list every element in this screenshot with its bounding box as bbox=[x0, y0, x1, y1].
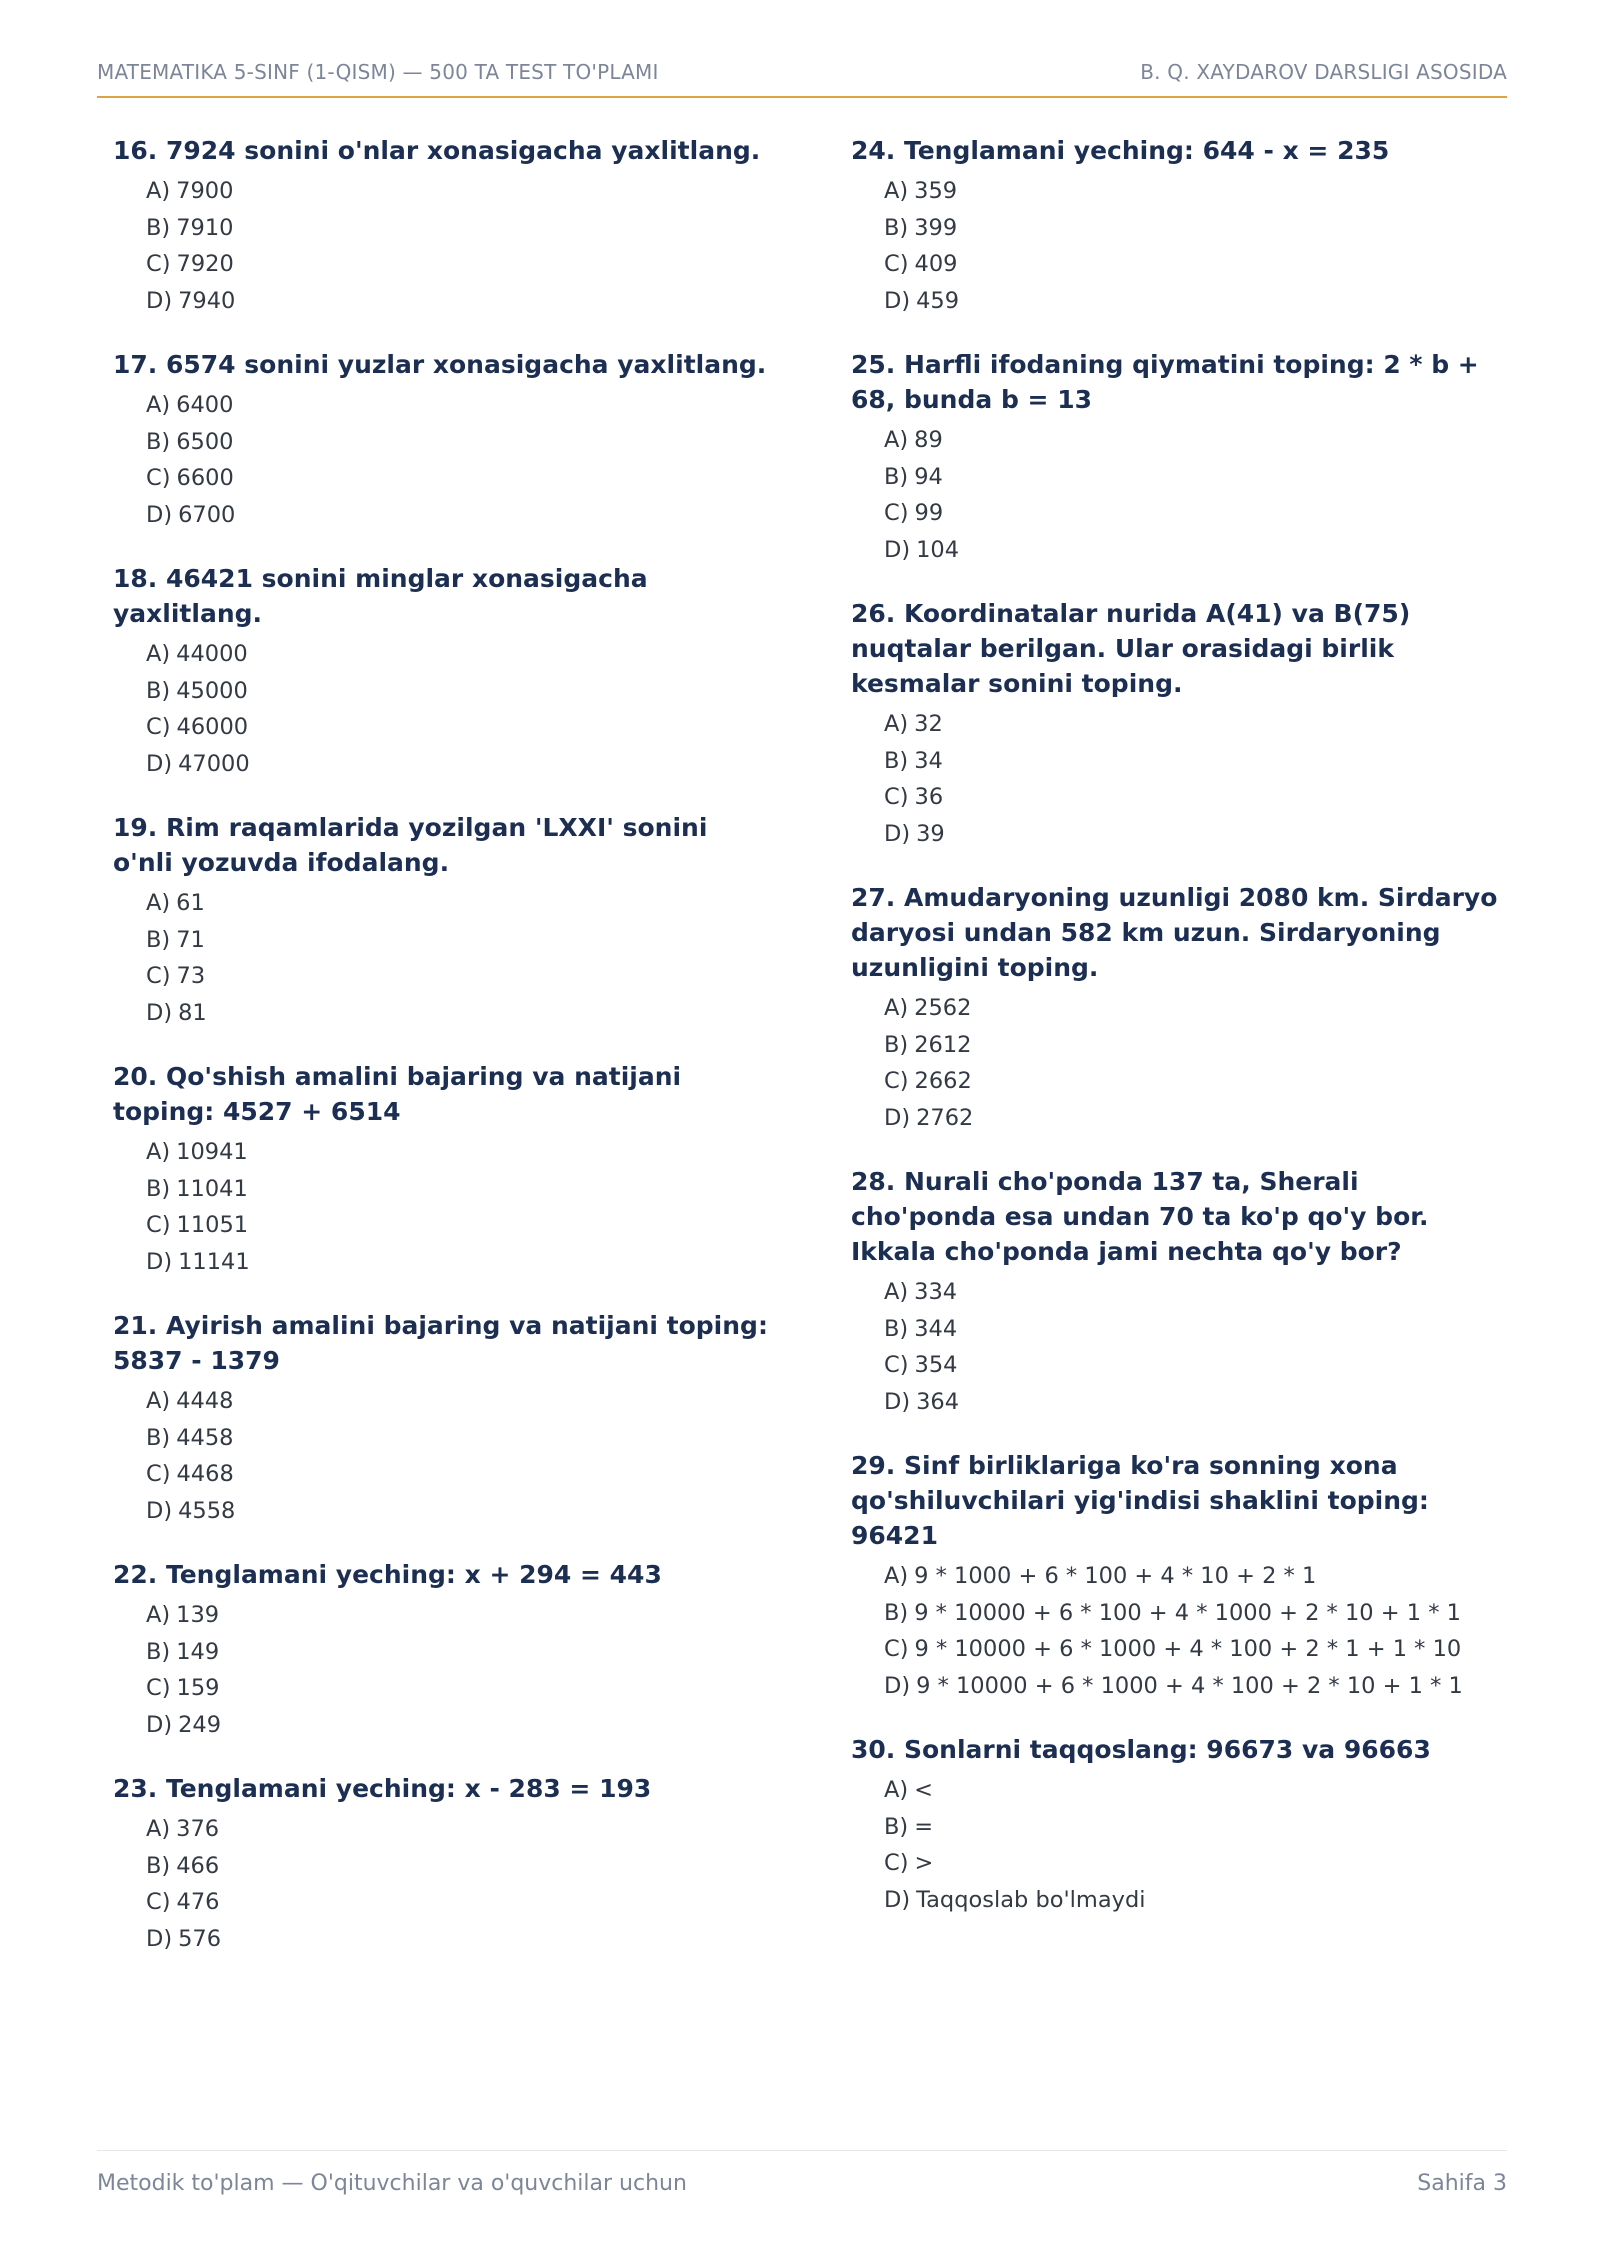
option-d[interactable] bbox=[884, 1668, 1506, 1705]
option-d[interactable] bbox=[884, 1882, 1506, 1919]
option-letter: B) bbox=[884, 1031, 909, 1058]
option-text: 364 bbox=[916, 1388, 960, 1415]
option-c[interactable] bbox=[146, 1207, 768, 1244]
option-letter: A) bbox=[884, 178, 909, 204]
option-text: 4458 bbox=[176, 1424, 234, 1451]
option-text: 139 bbox=[176, 1602, 220, 1628]
option-letter: B) bbox=[146, 1852, 171, 1879]
option-text: 71 bbox=[176, 926, 205, 953]
option-letter: B) bbox=[146, 1175, 171, 1202]
option-text: 4448 bbox=[176, 1388, 234, 1414]
answer-options bbox=[113, 1597, 768, 1743]
option-a[interactable] bbox=[146, 885, 768, 922]
option-letter: A) bbox=[884, 1563, 909, 1589]
option-letter: C) bbox=[884, 784, 909, 810]
option-d[interactable] bbox=[146, 1244, 768, 1281]
question-title: 22. Tenglamani yeching: x + 294 = 443 bbox=[113, 1560, 662, 1589]
option-letter: C) bbox=[146, 251, 171, 277]
option-text: 576 bbox=[178, 1925, 222, 1952]
option-text: 34 bbox=[914, 747, 943, 774]
question-title: 18. 46421 sonini minglar xonasigacha yaxlitlang. bbox=[113, 564, 648, 628]
option-a[interactable] bbox=[884, 422, 1506, 459]
option-c[interactable] bbox=[884, 246, 1506, 283]
option-text: 7920 bbox=[176, 251, 234, 277]
answer-options bbox=[113, 1811, 768, 1957]
option-letter: D) bbox=[146, 501, 173, 528]
option-letter: D) bbox=[146, 287, 173, 314]
question-title: 27. Amudaryoning uzunligi 2080 km. Sirdaryo daryosi undan 582 km uzun. Sirdaryoning uzunligini toping. bbox=[851, 883, 1498, 982]
option-d[interactable] bbox=[146, 746, 768, 783]
option-letter: D) bbox=[146, 999, 173, 1026]
option-letter: A) bbox=[146, 1602, 171, 1628]
option-text: 61 bbox=[176, 890, 205, 916]
option-letter: D) bbox=[884, 1886, 911, 1913]
question-title: 30. Sonlarni taqqoslang: 96673 va 96663 bbox=[851, 1735, 1431, 1764]
question-title: 29. Sinf birliklariga ko'ra sonning xona qo'shiluvchilari yig'indisi shaklini toping: 96421 bbox=[851, 1451, 1429, 1550]
right-column bbox=[851, 133, 1506, 1946]
option-b[interactable] bbox=[146, 922, 768, 959]
option-a[interactable] bbox=[146, 1134, 768, 1171]
option-a[interactable] bbox=[146, 1811, 768, 1848]
option-c[interactable] bbox=[884, 1845, 1506, 1882]
option-text: 89 bbox=[914, 427, 943, 453]
option-c[interactable] bbox=[146, 709, 768, 746]
option-letter: D) bbox=[146, 1925, 173, 1952]
option-b[interactable] bbox=[146, 1634, 768, 1671]
header-source: B. Q. XAYDAROV DARSLIGI ASOSIDA bbox=[1140, 60, 1507, 84]
option-letter: A) bbox=[884, 995, 909, 1021]
option-letter: C) bbox=[884, 251, 909, 277]
option-c[interactable] bbox=[884, 1347, 1506, 1384]
option-text: 344 bbox=[914, 1315, 958, 1342]
answer-options bbox=[113, 387, 768, 533]
option-letter: D) bbox=[884, 1672, 911, 1699]
question-title: 17. 6574 sonini yuzlar xonasigacha yaxlitlang. bbox=[113, 350, 767, 379]
option-letter: C) bbox=[884, 500, 909, 526]
option-text: 249 bbox=[178, 1711, 222, 1738]
option-letter: B) bbox=[146, 428, 171, 455]
option-b[interactable] bbox=[884, 1809, 1506, 1846]
option-text: 32 bbox=[914, 711, 943, 737]
option-letter: C) bbox=[146, 1675, 171, 1701]
question-title: 16. 7924 sonini o'nlar xonasigacha yaxlitlang. bbox=[113, 136, 761, 165]
option-a[interactable] bbox=[884, 1274, 1506, 1311]
option-text: 4468 bbox=[176, 1461, 234, 1487]
option-c[interactable] bbox=[146, 958, 768, 995]
option-text: 7910 bbox=[176, 214, 234, 241]
option-text: 73 bbox=[176, 963, 206, 989]
option-text: 4558 bbox=[178, 1497, 236, 1524]
option-letter: C) bbox=[884, 1850, 909, 1876]
option-text: 39 bbox=[916, 820, 945, 847]
option-a[interactable] bbox=[884, 1558, 1506, 1595]
option-letter: B) bbox=[146, 214, 171, 241]
option-text: 476 bbox=[176, 1889, 220, 1915]
question-18 bbox=[113, 561, 768, 782]
option-text: 6500 bbox=[176, 428, 234, 455]
option-a[interactable] bbox=[146, 387, 768, 424]
option-text: 36 bbox=[914, 784, 944, 810]
question-title: 28. Nurali cho'ponda 137 ta, Sherali cho'ponda esa undan 70 ta ko'p qo'y bor. Ikkala cho'ponda jami nechta qo'y bor? bbox=[851, 1167, 1429, 1266]
option-text: 359 bbox=[914, 178, 958, 204]
option-letter: A) bbox=[884, 711, 909, 737]
option-letter: C) bbox=[146, 1212, 171, 1238]
option-letter: D) bbox=[146, 750, 173, 777]
option-letter: A) bbox=[884, 1279, 909, 1305]
question-25 bbox=[851, 347, 1506, 568]
option-letter: C) bbox=[146, 963, 171, 989]
answer-options bbox=[851, 990, 1506, 1136]
question-26 bbox=[851, 596, 1506, 852]
option-text: 9 * 1000 + 6 * 100 + 4 * 10 + 2 * 1 bbox=[914, 1563, 1317, 1589]
option-c[interactable] bbox=[146, 1456, 768, 1493]
option-letter: B) bbox=[884, 463, 909, 490]
answer-options bbox=[113, 1134, 768, 1280]
option-text: 2612 bbox=[914, 1031, 972, 1058]
option-text: 2762 bbox=[916, 1104, 974, 1131]
option-letter: D) bbox=[884, 820, 911, 847]
option-b[interactable] bbox=[146, 1420, 768, 1457]
option-text: 99 bbox=[914, 500, 944, 526]
option-text: 7940 bbox=[178, 287, 236, 314]
header-title: MATEMATIKA 5-SINF (1-QISM) — 500 TA TEST TO'PLAMI bbox=[97, 60, 659, 84]
option-text: 409 bbox=[914, 251, 958, 277]
option-text: 459 bbox=[916, 287, 960, 314]
question-27 bbox=[851, 880, 1506, 1136]
option-text: 6600 bbox=[176, 465, 234, 491]
question-title: 20. Qo'shish amalini bajaring va natijani toping: 4527 + 6514 bbox=[113, 1062, 682, 1126]
option-letter: B) bbox=[146, 926, 171, 953]
option-b[interactable] bbox=[884, 1027, 1506, 1064]
option-letter: D) bbox=[146, 1248, 173, 1275]
option-letter: C) bbox=[884, 1636, 909, 1662]
answer-options bbox=[851, 1558, 1506, 1704]
option-c[interactable] bbox=[884, 1631, 1506, 1668]
option-letter: B) bbox=[884, 1599, 909, 1626]
option-letter: A) bbox=[146, 890, 171, 916]
option-a[interactable] bbox=[884, 990, 1506, 1027]
option-a[interactable] bbox=[884, 173, 1506, 210]
answer-options bbox=[113, 1383, 768, 1529]
option-letter: D) bbox=[884, 1388, 911, 1415]
option-text: 6400 bbox=[176, 392, 234, 418]
option-text: 9 * 10000 + 6 * 100 + 4 * 1000 + 2 * 10 + 1 * 1 bbox=[914, 1599, 1461, 1626]
option-letter: D) bbox=[884, 287, 911, 314]
option-b[interactable] bbox=[884, 1311, 1506, 1348]
option-d[interactable] bbox=[146, 995, 768, 1032]
option-b[interactable] bbox=[884, 1595, 1506, 1632]
option-letter: D) bbox=[884, 1104, 911, 1131]
option-c[interactable] bbox=[146, 246, 768, 283]
answer-options bbox=[851, 1772, 1506, 1918]
option-c[interactable] bbox=[884, 779, 1506, 816]
option-b[interactable] bbox=[146, 210, 768, 247]
option-letter: B) bbox=[884, 1315, 909, 1342]
option-text: < bbox=[914, 1777, 934, 1803]
option-b[interactable] bbox=[146, 1171, 768, 1208]
option-text: 399 bbox=[914, 214, 958, 241]
option-text: = bbox=[914, 1813, 934, 1840]
question-title: 23. Tenglamani yeching: x - 283 = 193 bbox=[113, 1774, 652, 1803]
option-letter: B) bbox=[884, 214, 909, 241]
question-17 bbox=[113, 347, 768, 533]
option-letter: C) bbox=[146, 1889, 171, 1915]
option-text: 376 bbox=[176, 1816, 220, 1842]
option-text: 6700 bbox=[178, 501, 236, 528]
option-text: 47000 bbox=[178, 750, 250, 777]
option-letter: B) bbox=[884, 1813, 909, 1840]
option-text: 10941 bbox=[176, 1139, 248, 1165]
question-16 bbox=[113, 133, 768, 319]
question-24 bbox=[851, 133, 1506, 319]
answer-options bbox=[851, 1274, 1506, 1420]
option-text: 159 bbox=[176, 1675, 220, 1701]
option-d[interactable] bbox=[146, 1707, 768, 1744]
option-letter: A) bbox=[884, 1777, 909, 1803]
question-title: 26. Koordinatalar nurida A(41) va B(75) nuqtalar berilgan. Ular orasidagi birlik kesmalar sonini toping. bbox=[851, 599, 1411, 698]
option-d[interactable] bbox=[884, 1384, 1506, 1421]
answer-options bbox=[851, 706, 1506, 852]
question-22 bbox=[113, 1557, 768, 1743]
option-text: 44000 bbox=[176, 641, 248, 667]
option-d[interactable] bbox=[146, 283, 768, 320]
option-letter: C) bbox=[884, 1352, 909, 1378]
option-d[interactable] bbox=[146, 1493, 768, 1530]
option-d[interactable] bbox=[884, 283, 1506, 320]
option-c[interactable] bbox=[884, 495, 1506, 532]
question-title: 21. Ayirish amalini bajaring va natijani toping: 5837 - 1379 bbox=[113, 1311, 768, 1375]
option-a[interactable] bbox=[146, 1597, 768, 1634]
option-text: 11041 bbox=[176, 1175, 248, 1202]
answer-options bbox=[113, 173, 768, 319]
option-letter: B) bbox=[146, 677, 171, 704]
option-letter: C) bbox=[146, 465, 171, 491]
question-title: 24. Tenglamani yeching: 644 - x = 235 bbox=[851, 136, 1390, 165]
option-a[interactable] bbox=[146, 636, 768, 673]
footer-note: Metodik to'plam — O'qituvchilar va o'quvchilar uchun bbox=[97, 2171, 687, 2196]
option-b[interactable] bbox=[884, 459, 1506, 496]
page-header bbox=[97, 56, 1507, 98]
option-text: 7900 bbox=[176, 178, 234, 204]
option-letter: A) bbox=[146, 392, 171, 418]
option-a[interactable] bbox=[884, 1772, 1506, 1809]
option-letter: B) bbox=[146, 1638, 171, 1665]
option-d[interactable] bbox=[884, 816, 1506, 853]
option-letter: A) bbox=[146, 1388, 171, 1414]
option-letter: D) bbox=[146, 1497, 173, 1524]
option-d[interactable] bbox=[146, 497, 768, 534]
option-letter: A) bbox=[146, 1816, 171, 1842]
option-text: 104 bbox=[916, 536, 960, 563]
option-a[interactable] bbox=[884, 706, 1506, 743]
question-title: 25. Harfli ifodaning qiymatini toping: 2 * b + 68, bunda b = 13 bbox=[851, 350, 1479, 414]
option-text: 334 bbox=[914, 1279, 958, 1305]
option-b[interactable] bbox=[146, 1848, 768, 1885]
page-number: Sahifa 3 bbox=[1417, 2171, 1507, 2196]
option-c[interactable] bbox=[884, 1063, 1506, 1100]
option-text: 2662 bbox=[914, 1068, 972, 1094]
option-text: 354 bbox=[914, 1352, 958, 1378]
option-d[interactable] bbox=[884, 1100, 1506, 1137]
option-text: 81 bbox=[178, 999, 207, 1026]
option-c[interactable] bbox=[146, 1884, 768, 1921]
option-text: 11051 bbox=[176, 1212, 249, 1238]
option-b[interactable] bbox=[884, 210, 1506, 247]
option-letter: B) bbox=[884, 747, 909, 774]
option-b[interactable] bbox=[884, 743, 1506, 780]
question-19 bbox=[113, 810, 768, 1031]
option-letter: A) bbox=[146, 178, 171, 204]
option-letter: D) bbox=[884, 536, 911, 563]
option-c[interactable] bbox=[146, 460, 768, 497]
option-c[interactable] bbox=[146, 1670, 768, 1707]
question-23 bbox=[113, 1771, 768, 1957]
option-letter: A) bbox=[884, 427, 909, 453]
answer-options bbox=[113, 636, 768, 782]
answer-options bbox=[851, 173, 1506, 319]
page-footer bbox=[97, 2150, 1507, 2211]
question-29 bbox=[851, 1448, 1506, 1704]
question-28 bbox=[851, 1164, 1506, 1420]
answer-options bbox=[851, 422, 1506, 568]
option-d[interactable] bbox=[884, 532, 1506, 569]
option-text: > bbox=[914, 1850, 934, 1876]
option-a[interactable] bbox=[146, 173, 768, 210]
option-text: 46000 bbox=[176, 714, 249, 740]
option-letter: C) bbox=[146, 1461, 171, 1487]
option-letter: C) bbox=[146, 714, 171, 740]
option-letter: A) bbox=[146, 1139, 171, 1165]
option-text: 11141 bbox=[178, 1248, 250, 1275]
option-letter: C) bbox=[884, 1068, 909, 1094]
option-letter: D) bbox=[146, 1711, 173, 1738]
option-letter: B) bbox=[146, 1424, 171, 1451]
option-text: 149 bbox=[176, 1638, 220, 1665]
option-text: Taqqoslab bo'lmaydi bbox=[916, 1886, 1146, 1913]
option-text: 9 * 10000 + 6 * 1000 + 4 * 100 + 2 * 10 + 1 * 1 bbox=[916, 1672, 1463, 1699]
option-text: 2562 bbox=[914, 995, 972, 1021]
option-text: 9 * 10000 + 6 * 1000 + 4 * 100 + 2 * 1 + 1 * 10 bbox=[914, 1636, 1462, 1662]
question-30 bbox=[851, 1732, 1506, 1918]
answer-options bbox=[113, 885, 768, 1031]
option-b[interactable] bbox=[146, 673, 768, 710]
option-letter: A) bbox=[146, 641, 171, 667]
left-column bbox=[113, 133, 768, 1985]
option-d[interactable] bbox=[146, 1921, 768, 1958]
option-a[interactable] bbox=[146, 1383, 768, 1420]
question-title: 19. Rim raqamlarida yozilgan 'LXXI' sonini o'nli yozuvda ifodalang. bbox=[113, 813, 708, 877]
option-text: 94 bbox=[914, 463, 943, 490]
option-b[interactable] bbox=[146, 424, 768, 461]
option-text: 45000 bbox=[176, 677, 248, 704]
option-text: 466 bbox=[176, 1852, 220, 1879]
question-21 bbox=[113, 1308, 768, 1529]
question-20 bbox=[113, 1059, 768, 1280]
